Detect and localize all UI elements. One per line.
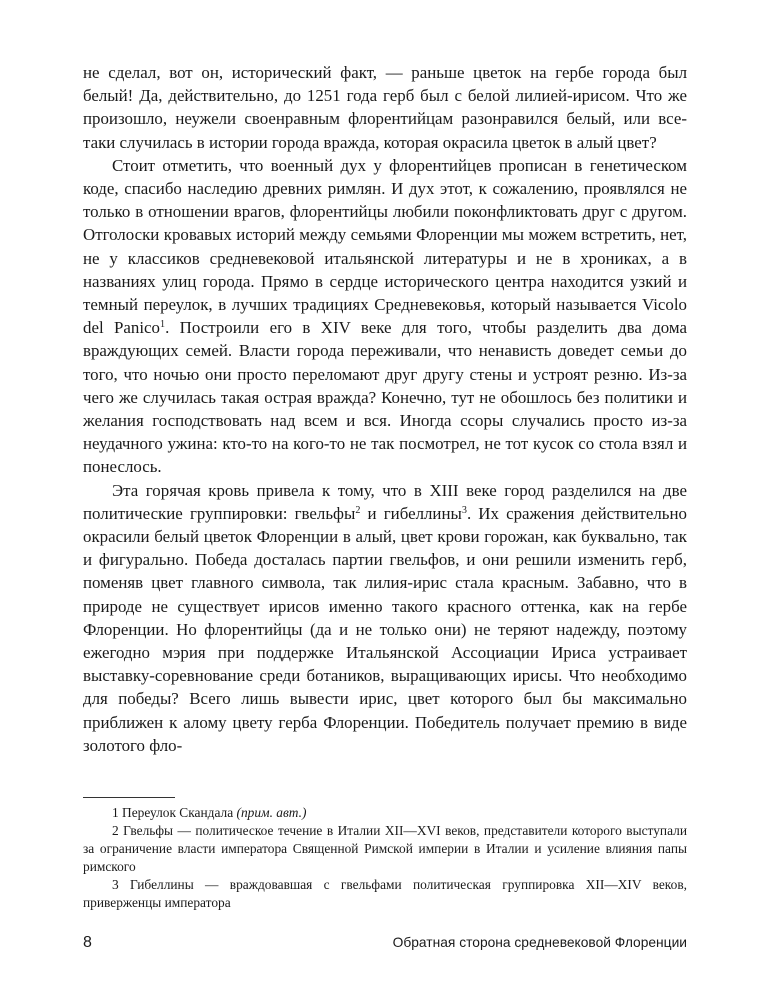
footnote-1-text: 1 Переулок Скандала [112,805,237,820]
footnote-1 [83,804,687,822]
paragraph-3-text-b: и гибеллины [360,503,462,523]
running-title: Обратная сторона средневековой Флоренции [392,935,687,950]
paragraph-1-text: не сделал, вот он, исторический факт, — раньше цветок на гербе города был белый! Да, действительно, до 1251 года герб был с белой лилией-ирисом. Что же произошло, неужели своенравным флорентийцам разонравился белый, или все-таки случилась в истории города вражда, которая окрасила цветок в алый цвет? [83,63,687,152]
footnote-2 [83,822,687,876]
paragraph-2-text-a: Стоит отметить, что военный дух у флорентийцев прописан в генетическом коде, спасибо наследию древних римлян. И дух этот, к сожалению, проявлялся не только в отношении врагов, флорентийцы любили поконфликтовать друг с другом. Отголоски кровавых историй между семьями Флоренции мы можем встретить, нет, не у классиков средневековой итальянской литературы и не в хрониках, а в названиях улиц города. Прямо в сердце исторического центра находится узкий и темный переулок, в лучших традициях Средневековья, который называется Vicolo del Panico [83,155,687,338]
paragraph-3-text-c: . Их сражения действительно окрасили белый цветок Флоренции в алый, цвет крови горожан, как буквально, так и фигурально. Победа досталась партии гвельфов, и они решили изменить герб, поменяв цвет главного символа, так лилия-ирис стала красным. Забавно, что в природе не существует ирисов именно такого красного оттенка, как на гербе Флоренции. Но флорентийцы (да и не только они) не теряют надежду, поэтому ежегодно мэрия при поддержке Итальянской Ассоциации Ириса устраивает выставку-соревнование среди ботаников, выращивающих ирисы. Что необходимо для победы? Всего лишь вывести ирис, цвет которого был бы максимально приближен к алому цвету герба Флоренции. Победитель получает премию в виде золотого фло- [83,503,687,755]
main-text [83,61,687,757]
footnote-ref-1: 1 [160,319,166,331]
footnote-separator [83,797,175,798]
paragraph-2-text-b: . Построили его в XIV веке для того, чтобы разделить два дома враждующих семей. Власти города переживали, что ненависть доведет семьи до того, что ночью они просто переломают друг другу стены и устроят резню. Из-за чего же случилась такая острая вражда? Конечно, тут не обошлось без политики и желания господствовать над всем и вся. Иногда ссоры случались просто из-за неудачного ужина: кто-то на кого-то не так посмотрел, не тот кусок со стола взял и понеслось. [83,318,687,477]
footnote-ref-3: 3 [461,504,467,516]
footnote-ref-2: 2 [355,504,361,516]
paragraph-3-text-a: Эта горячая кровь привела к тому, что в XIII веке город разделился на две политические группировки: гвельфы [83,480,687,523]
footnotes [83,804,687,912]
paragraph-3 [83,479,687,757]
footnote-2-text: 2 Гвельфы — политическое течение в Италии XII—XVI веков, представители которого выступали за ограничение власти императора Священной Римской империи в Италии и усиление влияния папы римского [83,823,687,874]
footnote-3-text: 3 Гибеллины — враждовавшая с гвельфами политическая группировка XII—XIV веков, приверженцы императора [83,877,687,910]
paragraph-1 [83,61,687,154]
footnote-1-note: (прим. авт.) [236,805,307,820]
footnote-3 [83,876,687,912]
paragraph-2 [83,154,687,479]
page-number: 8 [83,934,92,951]
